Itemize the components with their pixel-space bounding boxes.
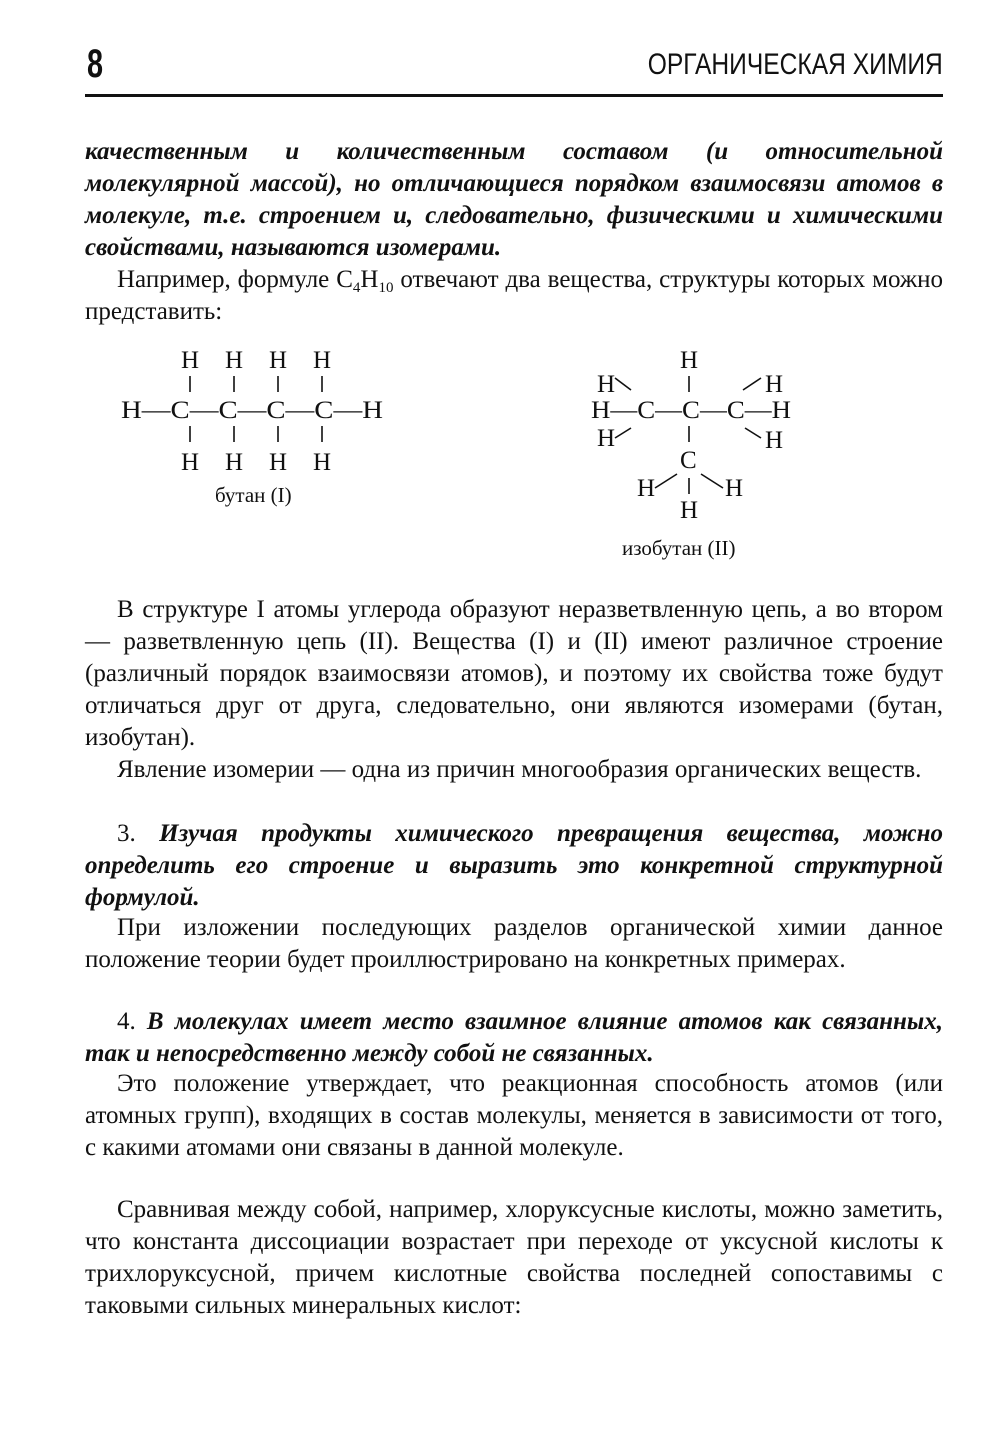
paragraph-structure-comparison: В структуре I атомы углерода образуют неразветвленную цепь, а во втором — разветвленную цепь (II). Вещества (I) и (II) имеют различное строение (различный порядок взаимосвязи атомов), и поэтому их свойства тоже будут отличаться друг от друга, следовательно, они являются изомерами (бутан, изобутан). (85, 596, 943, 751)
isobutane-h-right-upper: H (765, 371, 784, 398)
isobutane-main-chain: H—C—C—C—H (591, 397, 791, 424)
butane-structure (115, 340, 395, 480)
isobutane-caption: изобутан (II) (622, 536, 736, 560)
isobutane-h-branch-left: H (637, 475, 656, 502)
point-3-number: 3. (117, 820, 136, 847)
paragraph-point-3 (85, 818, 943, 914)
butane-h-bottom-3: H (269, 449, 288, 476)
paragraph-point-4 (85, 1006, 943, 1070)
isobutane-structure (585, 340, 805, 530)
paragraph-isomer-definition: качественным и количественным составом (и относительной молекулярной массой), но отличающиеся порядком взаимосвязи атомов в молекуле, т.е. строением и, следовательно, физическими и химическими свойствами, называются изомерами. (85, 138, 943, 261)
isobutane-h-left-upper: H (597, 371, 616, 398)
butane-h-bottom-2: H (225, 449, 244, 476)
formula-c4h10 (336, 266, 394, 296)
point-3-text: Изучая продукты химического превращения вещества, можно определить его строение и выразить это конкретной структурной формулой. (85, 820, 944, 911)
isobutane-h-branch-right: H (725, 475, 744, 502)
paragraph-example-formula (85, 264, 943, 328)
formula-intro: Например, формуле (117, 266, 337, 293)
isobutane-h-top: H (680, 347, 699, 374)
paragraph-theory-illustration: При изложении последующих разделов органической химии данное положение теории будет проиллюстрировано на конкретных примерах. (85, 914, 943, 973)
butane-main-chain: H—C—C—C—C—H (121, 397, 383, 424)
formula-hydrogen-count: 10 (378, 280, 394, 296)
formula-carbon-count: 4 (352, 280, 361, 296)
butane-h-bottom-1: H (181, 449, 200, 476)
butane-h-top-1: H (181, 347, 200, 374)
butane-h-top-3: H (269, 347, 288, 374)
butane-caption: бутан (I) (215, 483, 292, 507)
paragraph-reactivity: Это положение утверждает, что реакционная способность атомов (или атомных групп), входящих в состав молекулы, меняется в зависимости от того, с какими атомами они связаны в данной молекуле. (85, 1070, 943, 1161)
point-4-number: 4. (117, 1008, 136, 1035)
formula-outro: отвечают два вещества, структуры которых можно представить: (85, 266, 943, 325)
point-4-text: В молекулах имеет место взаимное влияние атомов как связанных, так и непосредственно между собой не связанных. (85, 1008, 943, 1067)
butane-h-bottom-4: H (313, 449, 332, 476)
isobutane-h-left-lower: H (597, 425, 616, 452)
paragraph-chloroacetic-acids: Сравнивая между собой, например, хлоруксусные кислоты, можно заметить, что константа диссоциации возрастает при переходе от уксусной кислоты к трихлоруксусной, причем кислотные свойства последней сопоставимы с таковыми сильных минеральных кислот: (85, 1196, 943, 1319)
formula-hydrogen: H (360, 266, 379, 293)
isobutane-c-branch: C (680, 447, 697, 474)
page-header (85, 40, 943, 97)
running-title: ОРГАНИЧЕСКАЯ ХИМИЯ (647, 48, 943, 81)
isobutane-h-right-lower: H (765, 427, 784, 454)
butane-h-top-2: H (225, 347, 244, 374)
paragraph-isomerism: Явление изомерии — одна из причин многообразия органических веществ. (117, 756, 922, 783)
isobutane-h-branch-bottom: H (680, 497, 699, 524)
butane-h-top-4: H (313, 347, 332, 374)
formula-carbon: C (336, 266, 353, 293)
page-number: 8 (87, 42, 104, 86)
